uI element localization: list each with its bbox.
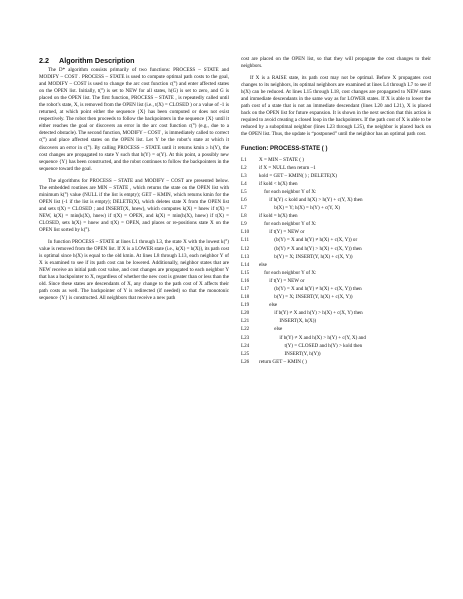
line-number: L15 [241,269,250,276]
line-number: L8 [241,213,247,220]
line-number: L19 [241,302,250,309]
line-number: L23 [241,334,250,341]
algorithm-line [241,172,431,180]
line-code: if X = NULL then return –1 [259,164,316,171]
line-number: L13 [241,253,250,260]
algorithm-line [241,309,431,317]
right-paragraph-1: cost are placed on the OPEN list, so that they will propagate the cost changes to their neighbors. [241,56,431,70]
line-number: L3 [241,172,247,179]
algorithm-line [241,180,431,188]
line-code: b(Y) = X; INSERT(Y, h(X) + c(X, Y)) [259,253,353,260]
line-code: else [259,302,278,309]
algorithm-line [241,358,431,366]
right-paragraph-2: If X is a RAISE state, its path cost may not be optimal. Before X propagates cost changes to its neighbors, its optimal neighbors are examined at lines L4 through L7 to see if h(X) can be reduced. At lines L15 through L18, cost changes are propagated to NEW states and immediate descendants in the same way as for LOWER states. If X is able to lower the path cost of a state that is not an immediate descendant (lines L20 and L21), X is placed back on the OPEN list for future expansion. It is shown in the next section that this action is required to avoid creating a closed loop in the backpointers. If the path cost of X is able to be reduced by a suboptimal neighbor (lines L23 through L25), the neighbor is placed back on the OPEN list. Thus, the update is “postponed” until the neighbor has an optimal path cost. [241,75,431,138]
algorithm-line [241,277,431,285]
line-number: L4 [241,180,247,187]
algorithm-line [241,334,431,342]
algorithm-line [241,350,431,358]
line-number: L5 [241,188,247,195]
algorithm-line [241,196,431,204]
line-code: if b(Y) ≠ X and h(Y) > h(X) + c(X, Y) then [259,310,363,317]
line-code: else [259,261,267,268]
algorithm-line [241,342,431,350]
line-number: L9 [241,221,247,228]
line-code: if kold = h(X) then [259,213,298,220]
line-code: else [259,326,283,333]
line-code: for each neighbor Y of X: [259,269,317,276]
line-code: for each neighbor Y of X: [259,221,317,228]
section-title: Algorithm Description [59,56,135,65]
algorithm-line [241,293,431,301]
algorithm-line [241,269,431,277]
line-number: L2 [241,164,247,171]
algorithm-line [241,253,431,261]
line-code: (b(Y) = X and h(Y) ≠ h(X) + c(X, Y)) then [259,286,362,293]
line-number: L12 [241,245,250,252]
line-number: L18 [241,294,250,301]
line-number: L7 [241,205,247,212]
function-title: Function: PROCESS-STATE ( ) [241,145,328,152]
line-number: L16 [241,277,250,284]
line-code: b(Y) = X; INSERT(Y, h(X) + c(X, Y)) [259,294,353,301]
algorithm-line [241,156,431,164]
line-number: L26 [241,358,250,365]
algorithm-line [241,245,431,253]
line-code: INSERT(X, h(X)) [259,318,317,325]
right-column [241,56,431,366]
line-number: L6 [241,196,247,203]
algorithm-line [241,164,431,172]
line-code: t(Y) = CLOSED and h(Y) > kold then [259,342,363,349]
algorithm-line [241,188,431,196]
line-code: b(X) = Y; h(X) = h(Y) + c(Y, X) [259,205,341,212]
line-number: L24 [241,342,250,349]
line-code: if h(Y) ≤ kold and h(X) > h(Y) + c(Y, X) then [259,196,363,203]
line-number: L17 [241,286,250,293]
line-code: X = MIN – STATE ( ) [259,156,304,163]
line-code: if b(Y) ≠ X and h(X) > h(Y) + c(Y, X) and [259,334,366,341]
line-number: L21 [241,318,250,325]
line-code: INSERT(Y, h(Y)) [259,350,321,357]
algorithm-line [241,204,431,212]
line-number: L25 [241,350,250,357]
line-code: for each neighbor Y of X: [259,188,317,195]
algorithm-listing [241,156,431,366]
left-column [39,56,229,308]
line-number: L22 [241,326,250,333]
line-code: kold = GET – KMIN( ) ; DELETE(X) [259,172,337,179]
line-number: L10 [241,229,250,236]
algorithm-line [241,325,431,333]
algorithm-line [241,228,431,236]
line-code: if kold < h(X) then [259,180,298,187]
algorithm-line [241,301,431,309]
section-heading [39,56,229,65]
line-number: L14 [241,261,250,268]
algorithm-line [241,261,431,269]
line-number: L20 [241,310,250,317]
left-paragraph-3: In function PROCESS – STATE at lines L1 through L3, the state X with the lowest k(°) value is removed from the OPEN list. If X is a LOWER state (i.e., k(X) = h(X)), its path cost is optimal since h(X) is equal to the old kmin. At lines L8 through L13, each neighbor Y of X is examined to see if its path cost can be lowered. Additionally, neighbor states that are NEW receive an initial path cost value, and cost changes are propagated to each neighbor Y that has a backpointer to X, regardless of whether the new cost is greater than or less than the old. Since these states are descendants of X, any change to the path cost of X affects their path costs as well. The backpointer of Y is redirected (if needed) so that the monotonic sequence {Y} is constructed. All neighbors that receive a new path [39,239,229,302]
line-code: if t(Y) = NEW or [259,229,305,236]
line-code: if t(Y) = NEW or [259,277,305,284]
algorithm-line [241,212,431,220]
algorithm-line [241,285,431,293]
left-paragraph-1: The D* algorithm consists primarily of two functions: PROCESS – STATE and MODIFY – COST . PROCESS – STATE is used to compute optimal path costs to the goal, and MODIFY – COST is used to change the arc cost function c(°) and enter affected states on the OPEN list. Initially, t(°) is set to NEW for all states, h(G) is set to zero, and G is placed on the OPEN list. The first function, PROCESS – STATE , is repeatedly called until the robot’s state, X, is removed from the OPEN list (i.e., t(X) = CLOSED ) or a value of -1 is returned, at which point either the sequence {X} has been computed or does not exist respectively. The robot then proceeds to follow the backpointers in the sequence {X} until it either reaches the goal or discovers an error in the arc cost function c(°) (e.g., due to a detected obstacle). The second function, MODIFY – COST , is immediately called to correct c(°) and place affected states on the OPEN list. Let Y be the robot’s state at which it discovers an error in c(°). By calling PROCESS – STATE until it returns kmin ≥ h(Y), the cost changes are propagated to state Y such that h(Y) = o(Y). At this point, a possibly new sequence {Y} has been constructed, and the robot continues to follow the backpointers in the sequence toward the goal. [39,67,229,172]
line-code: (b(Y) ≠ X and h(Y) > h(X) + c(X, Y)) then [259,245,362,252]
line-code: (b(Y) = X and h(Y) ≠ h(X) + c(X, Y)) or [259,237,358,244]
section-number: 2.2 [39,56,49,65]
left-paragraph-2: The algorithms for PROCESS – STATE and MODIFY – COST are presented below. The embedded routines are MIN – STATE , which returns the state on the OPEN list with minimum k(°) value (NULL if the list is empty); GET – KMIN, which returns kmin for the OPEN list (-1 if the list is empty); DELETE(X), which deletes state X from the OPEN list and sets t(X) = CLOSED ; and INSERT(X, hnew), which computes k(X) = hnew if t(X) = NEW, k(X) = min(k(X), hnew) if t(X) = OPEN, and k(X) = min(h(X), hnew) if t(X) = CLOSED, sets h(X) = hnew and t(X) = OPEN, and places or re-positions state X on the OPEN list sorted by k(°). [39,177,229,234]
line-number: L11 [241,237,250,244]
line-code: return GET – KMIN ( ) [259,358,307,365]
line-number: L1 [241,156,247,163]
algorithm-line [241,220,431,228]
algorithm-line [241,317,431,325]
algorithm-line [241,236,431,244]
